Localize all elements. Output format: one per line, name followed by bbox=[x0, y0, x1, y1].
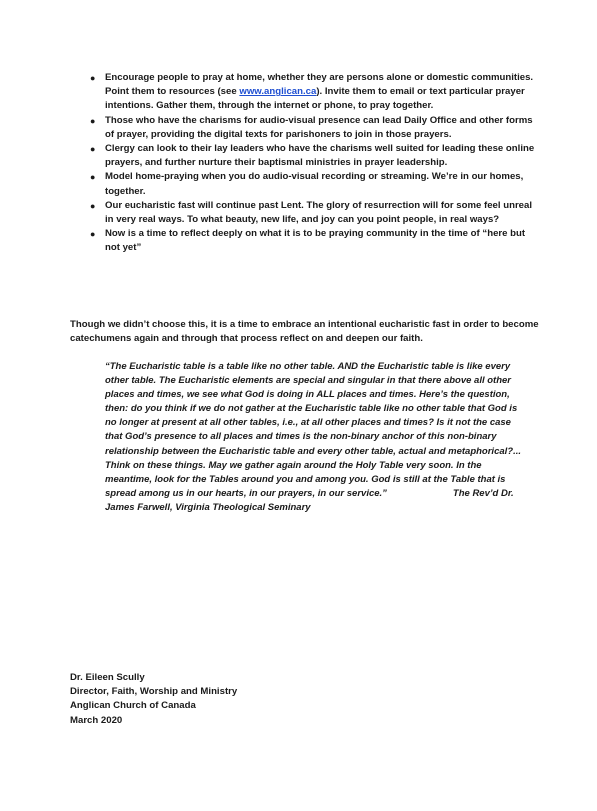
bullet-text: Those who have the charisms for audio-visual presence can lead Daily Office and other forms of prayer, providing the digital texts for parishoners to join in those prayers. bbox=[105, 114, 533, 140]
list-item bbox=[90, 199, 535, 227]
bullet-text: Now is a time to reflect deeply on what it is to be praying community in the time of “here but not yet” bbox=[105, 228, 526, 254]
body-paragraph: Though we didn’t choose this, it is a time to embrace an intentional eucharistic fast in order to become catechumens again and through that process reflect on and deepen our faith. bbox=[70, 319, 539, 345]
signature-organization: Anglican Church of Canada bbox=[70, 700, 196, 712]
quote-attribution: The Rev’d Dr. James Farwell, Virginia Theological Seminary bbox=[105, 487, 514, 513]
signature-block bbox=[70, 671, 237, 728]
quote-text: “The Eucharistic table is a table like no other table. AND the Eucharistic table is like every other table. The Eucharistic elements are special and singular in that there above all other places and times, we see what God is doing in ALL places and times. Here’s the question, then: do you think if we do not gather at the Eucharistic table like no other table that God is no longer at present at all other tables, i.e., at all other places and times? Is it not the case that God’s presence to all places and times is the non-binary anchor of this non-binary relationship between the Eucharistic table and every other table, actual and metaphorical?... Think on these things. May we gather again around the Holy Table very soon. In the meantime, look for the Tables around you and among you. God is still at the Table that is spread among us in our hearts, in our prayers, in our service.” bbox=[105, 361, 522, 499]
bullet-icon: ● bbox=[90, 172, 96, 183]
list-item bbox=[90, 71, 535, 114]
bullet-list bbox=[90, 71, 535, 256]
list-item bbox=[90, 114, 535, 142]
block-quote bbox=[105, 360, 530, 515]
signature-date: March 2020 bbox=[70, 714, 123, 726]
bullet-icon: ● bbox=[90, 200, 96, 211]
bullet-text-continued: ). Invite them to email or text particular prayer intentions. Gather them, through the internet or phone, to pray together. bbox=[105, 86, 525, 112]
bullet-text: Clergy can look to their lay leaders who have the charisms well suited for leading these online prayers, and further nurture their baptismal ministries in prayer leadership. bbox=[105, 143, 535, 169]
bullet-icon: ● bbox=[90, 115, 96, 126]
bullet-text: Model home-praying when you do audio-visual recording or streaming. We’re in our homes, together. bbox=[105, 171, 524, 197]
list-item bbox=[90, 227, 535, 255]
bullet-icon: ● bbox=[90, 73, 96, 83]
signature-title: Director, Faith, Worship and Ministry bbox=[70, 686, 238, 698]
signature-name: Dr. Eileen Scully bbox=[70, 672, 145, 683]
bullet-icon: ● bbox=[90, 144, 96, 155]
list-item bbox=[90, 170, 535, 198]
bullet-text: Encourage people to pray at home, whether they are persons alone or domestic communities. Point them to resources (see bbox=[105, 72, 534, 98]
bullet-icon: ● bbox=[90, 229, 96, 240]
bullet-text: Our eucharistic fast will continue past Lent. The glory of resurrection will for some feel unreal in very real ways. To what beauty, new life, and joy can you point people, in real ways? bbox=[105, 199, 533, 226]
anglican-link[interactable]: www.anglican.ca bbox=[239, 86, 317, 98]
list-item bbox=[90, 142, 535, 170]
